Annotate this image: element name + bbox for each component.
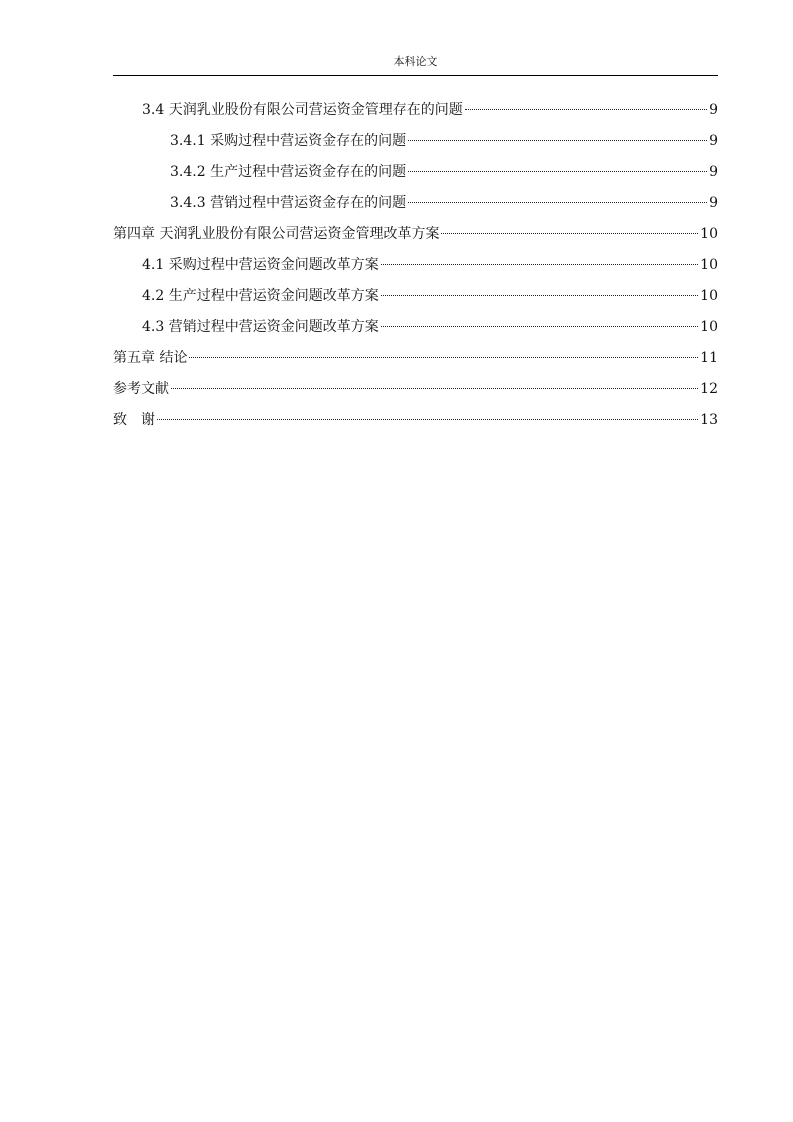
dot-leader: [381, 326, 698, 327]
toc-entry[interactable]: [113, 193, 718, 224]
toc-entry-page: 9: [709, 133, 718, 149]
page-header: [113, 55, 718, 76]
toc-entry[interactable]: [113, 348, 718, 379]
toc-entry-title: 第五章 结论: [113, 350, 188, 366]
dot-leader: [408, 171, 707, 172]
dot-leader: [465, 109, 707, 110]
toc-entry-page: 12: [700, 381, 718, 397]
dot-leader: [381, 264, 698, 265]
dot-leader: [408, 202, 707, 203]
toc-entry[interactable]: [113, 286, 718, 317]
toc-entry-page: 10: [700, 257, 718, 273]
table-of-contents: [113, 100, 718, 441]
toc-entry-page: 9: [709, 195, 718, 211]
dot-leader: [408, 140, 707, 141]
toc-entry-page: 9: [709, 102, 718, 118]
header-title: 本科论文: [393, 55, 438, 68]
toc-entry-page: 10: [700, 319, 718, 335]
toc-entry-title: 4.2 生产过程中营运资金问题改革方案: [142, 288, 379, 304]
toc-entry-page: 9: [709, 164, 718, 180]
dot-leader: [441, 233, 698, 234]
toc-entry-title: 第四章 天润乳业股份有限公司营运资金管理改革方案: [113, 226, 440, 242]
dot-leader: [157, 419, 698, 420]
toc-entry[interactable]: [113, 162, 718, 193]
toc-entry[interactable]: [113, 100, 718, 131]
toc-entry-page: 10: [700, 226, 718, 242]
toc-entry[interactable]: [113, 131, 718, 162]
toc-entry-title: 3.4.2 生产过程中营运资金存在的问题: [170, 164, 407, 180]
dot-leader: [189, 357, 698, 358]
toc-entry-title: 3.4.3 营销过程中营运资金存在的问题: [170, 195, 407, 211]
toc-entry-title: 4.3 营销过程中营运资金问题改革方案: [142, 319, 379, 335]
toc-entry-title: 3.4.1 采购过程中营运资金存在的问题: [170, 133, 407, 149]
toc-entry[interactable]: [113, 224, 718, 255]
dot-leader: [171, 388, 698, 389]
toc-entry[interactable]: [113, 255, 718, 286]
toc-entry[interactable]: [113, 317, 718, 348]
toc-entry[interactable]: [113, 410, 718, 441]
toc-entry-page: 10: [700, 288, 718, 304]
toc-entry[interactable]: [113, 379, 718, 410]
toc-entry-title: 4.1 采购过程中营运资金问题改革方案: [142, 257, 379, 273]
toc-entry-title: 致 谢: [113, 412, 155, 428]
toc-entry-page: 13: [700, 412, 718, 428]
dot-leader: [381, 295, 698, 296]
toc-entry-page: 11: [700, 350, 718, 366]
toc-entry-title: 参考文献: [113, 381, 169, 397]
toc-entry-title: 3.4 天润乳业股份有限公司营运资金管理存在的问题: [142, 102, 463, 118]
